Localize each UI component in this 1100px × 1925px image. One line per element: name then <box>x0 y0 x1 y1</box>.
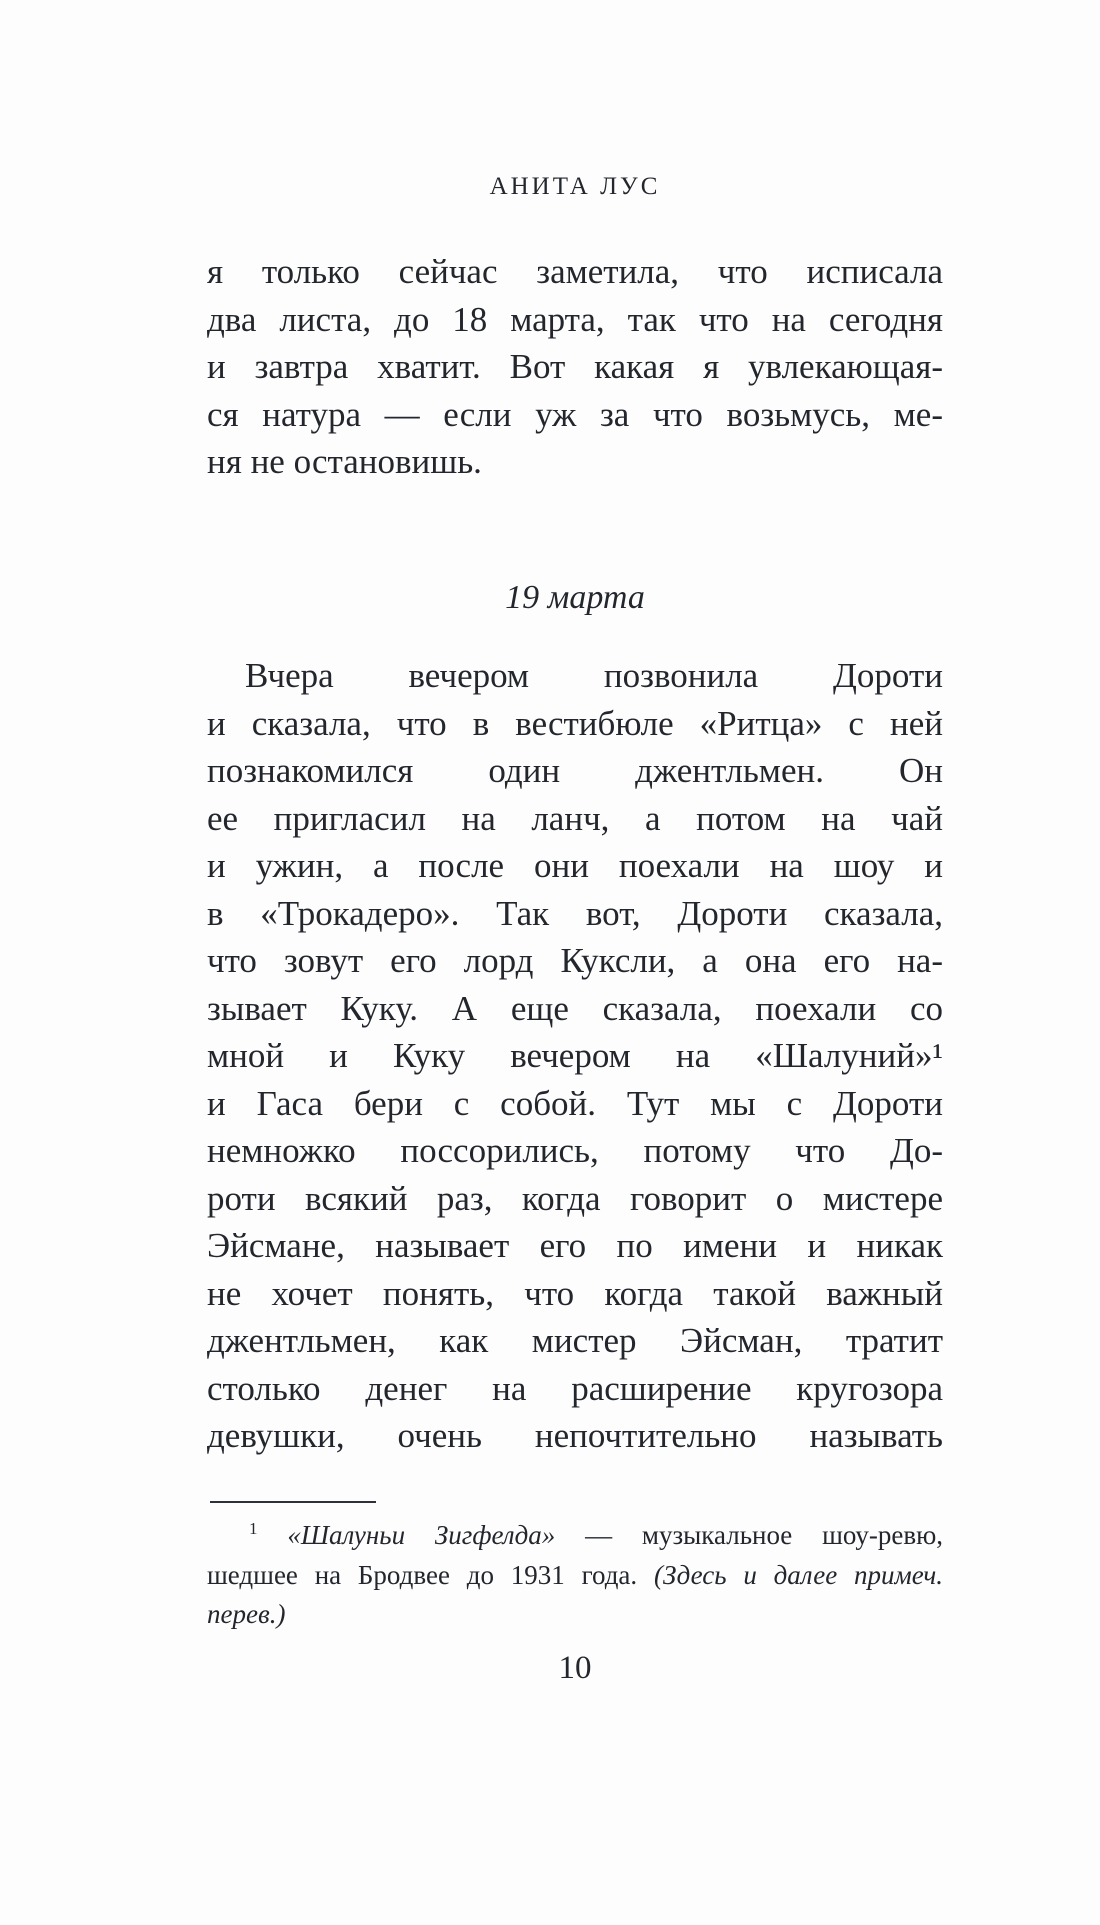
text-line: роти всякий раз, когда говорит о мистере <box>207 1178 943 1218</box>
text-line: Вчера вечером позвонила Дороти <box>245 656 943 695</box>
text-line: столько денег на расширение кругозора <box>207 1368 943 1408</box>
text-line: ся натура — если уж за что возьмусь, ме- <box>207 394 943 434</box>
text-line: я только сейчас заметила, что исписала <box>207 252 943 291</box>
text-segment <box>258 1520 288 1550</box>
text-segment: (Здесь и далее примеч. <box>653 1559 943 1590</box>
footnote-marker: 1 <box>249 1519 258 1538</box>
text-line: и завтра хватит. Вот какая я увлекающая- <box>207 347 943 386</box>
text-line: ня не остановишь. <box>207 442 482 481</box>
text-line: не хочет понять, что когда такой важный <box>207 1273 943 1313</box>
date-heading: 19 марта <box>505 579 645 616</box>
text-line: в «Трокадеро». Так вот, Дороти сказала, <box>207 893 943 933</box>
paragraph-continued <box>207 248 943 486</box>
text-line: ее пригласил на ланч, а потом на чай <box>207 798 943 838</box>
footnote-rule <box>210 1501 376 1503</box>
text-segment: перев.) <box>207 1599 286 1629</box>
text-line <box>207 1595 943 1635</box>
text-line: Эйсмане, называет его по имени и никак <box>207 1226 943 1265</box>
text-line: джентльмен, как мистер Эйсман, тратит <box>207 1321 943 1360</box>
text-line: и Гаса бери с собой. Тут мы с Дороти <box>207 1083 943 1123</box>
text-line: что зовут его лорд Куксли, а она его на- <box>207 941 943 980</box>
text-segment: «Шалуньи Зигфелда» <box>287 1520 556 1550</box>
text-line <box>207 1556 943 1596</box>
text-line: и ужин, а после они поехали на шоу и <box>207 846 943 885</box>
paragraph-diary-entry <box>207 652 943 1460</box>
text-segment: — музыкальное шоу-ревю, <box>555 1520 944 1550</box>
text-segment: шедшее на Бродвее до 1931 года. <box>207 1559 654 1590</box>
text-line: познакомился один джентльмен. Он <box>207 751 943 790</box>
text-line: два листа, до 18 марта, так что на сегодня <box>207 299 943 339</box>
text-line: девушки, очень непочтительно называть <box>207 1416 943 1455</box>
running-header: АНИТА ЛУС <box>489 173 661 200</box>
text-line: и сказала, что в вестибюле «Ритца» с ней <box>207 703 943 743</box>
page-number: 10 <box>558 1650 592 1686</box>
footnote <box>207 1516 943 1635</box>
text-line: зывает Куку. А еще сказала, поехали со <box>207 988 943 1028</box>
text-line: немножко поссорились, потому что До- <box>207 1131 943 1170</box>
text-line: мной и Куку вечером на «Шалуний»¹ <box>207 1036 943 1075</box>
text-line <box>207 1516 943 1556</box>
